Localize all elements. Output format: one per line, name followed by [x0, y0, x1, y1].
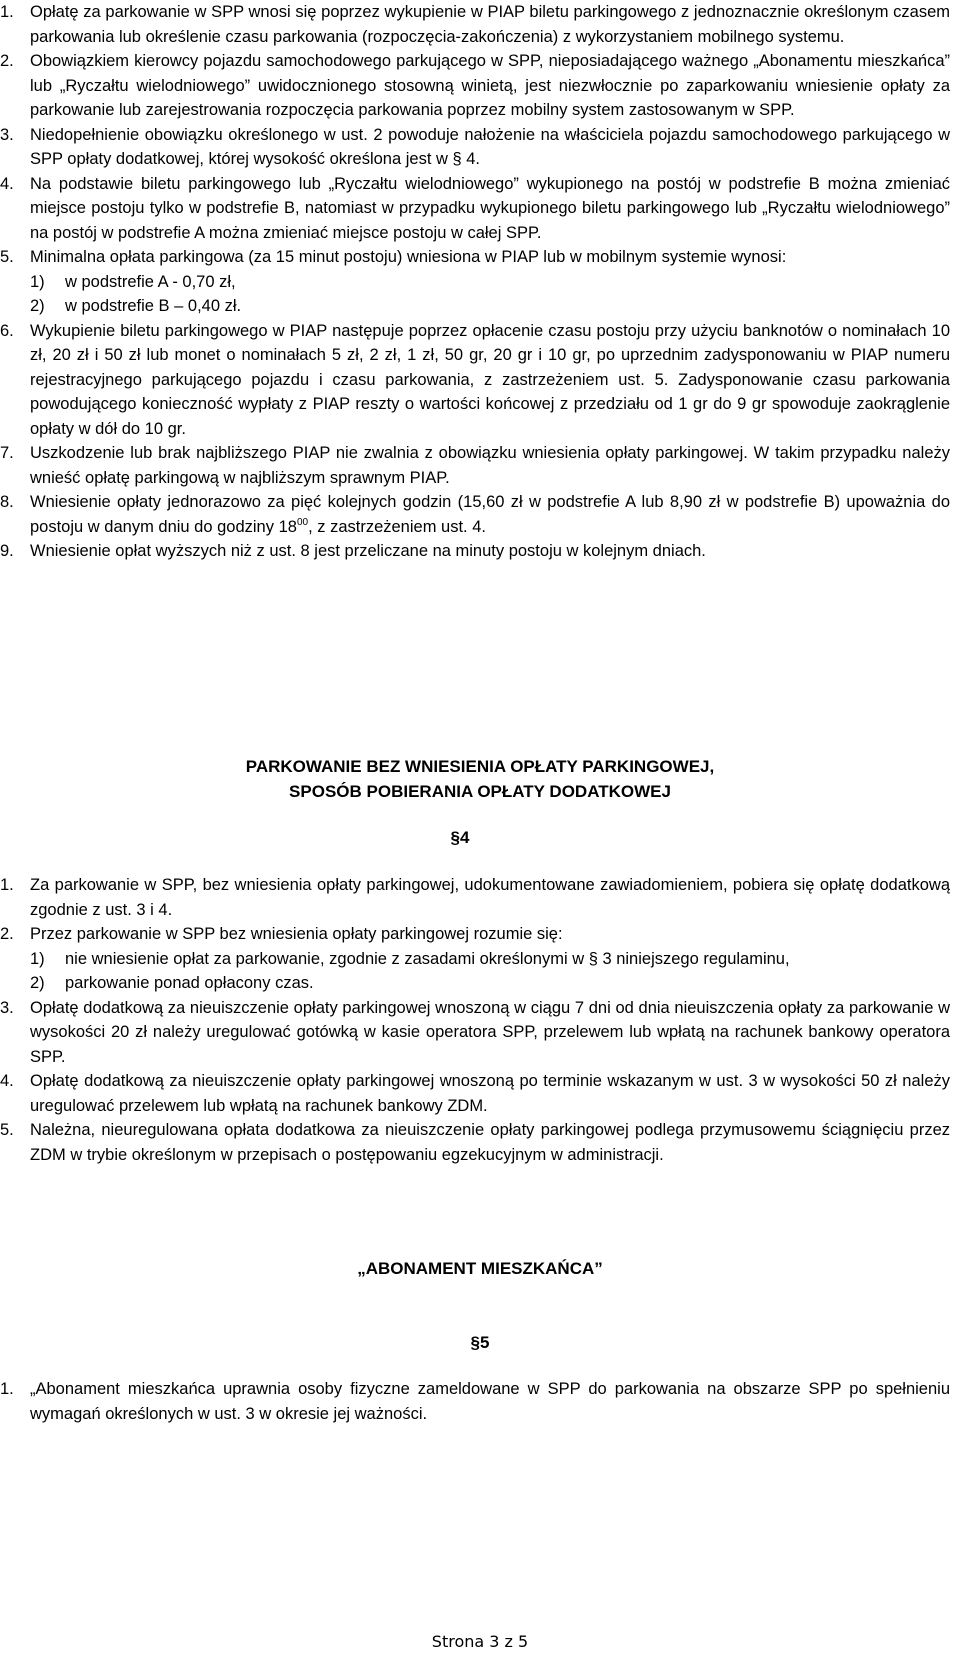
item-text: Wykupienie biletu parkingowego w PIAP następuje poprzez opłacenie czasu postoju przy użyciu banknotów o nominałach 10 zł, 20 zł i 50 zł lub monet o nominałach 5 zł, 2 zł, 1 zł, 50 gr, 20 gr i 10 gr, po uprzednim zadysponowaniu w PIAP numeru rejestracyjnego parkującego pojazdu i czasu parkowania, z zastrzeżeniem ust. 5. Zadysponowanie czasu parkowania powodującego konieczność wypłaty z PIAP reszty o wartości końcowej z przedziału od 1 gr do 9 gr spowoduje zaokrąglenie opłaty w dół do 10 gr.	[30, 321, 950, 438]
item-text: Niedopełnienie obowiązku określonego w ust. 2 powoduje nałożenie na właściciela pojazdu samochodowego parkującego w SPP opłaty dodatkowej, której wysokość określona jest w § 4.	[30, 125, 950, 168]
item-text-before: Wniesienie opłaty jednorazowo za pięć kolejnych godzin (15,60 zł w podstrefie A lub 8,90 zł w podstrefie B) upoważnia do postoju w danym dniu do godziny 18	[30, 493, 950, 536]
sub-item-number: 2)	[30, 297, 45, 315]
list-item	[0, 319, 960, 442]
list-item	[0, 245, 960, 319]
heading-line: PARKOWANIE BEZ WNIESIENIA OPŁATY PARKINGOWEJ,	[245, 757, 715, 776]
item-text-after: , z zastrzeżeniem ust. 4.	[308, 517, 486, 536]
item-text: „Abonament mieszkańca uprawnia osoby fizyczne zameldowane w SPP do parkowania na obszarze SPP po spełnieniu wymagań określonych w ust. 3 w okresie jej ważności.	[30, 1380, 950, 1423]
paragraph-number: §5	[470, 1333, 490, 1352]
list-item	[0, 172, 960, 246]
sub-item	[30, 270, 950, 295]
item-number: 2.	[0, 925, 14, 943]
section4-list	[0, 873, 960, 1167]
item-text: Opłatę dodatkową za nieuiszczenie opłaty parkingowej wnoszoną po terminie wskazanym w ust. 3 w wysokości 50 zł należy uregulować przelewem lub wpłatą na rachunek bankowy ZDM.	[30, 1072, 950, 1115]
paragraph-number: §4	[450, 828, 470, 847]
item-number: 4.	[0, 1072, 14, 1090]
item-text: Należna, nieuregulowana opłata dodatkowa za nieuiszczenie opłaty parkingowej podlega przymusowemu ściągnięciu przez ZDM w trybie określonym w przepisach o postępowaniu egzekucyjnym w administracji.	[30, 1121, 950, 1164]
section5-list	[0, 1377, 960, 1426]
sub-item-number: 1)	[30, 272, 45, 291]
item-number: 8.	[0, 493, 14, 511]
list-item	[0, 123, 960, 172]
sub-item	[30, 947, 950, 972]
sub-item-text: parkowanie ponad opłacony czas.	[65, 974, 314, 992]
item-number: 7.	[0, 444, 14, 462]
item-number: 1.	[0, 1380, 14, 1398]
item-text: Opłatę za parkowanie w SPP wnosi się poprzez wykupienie w PIAP biletu parkingowego z jednoznacznie określonym czasem parkowania lub określenie czasu parkowania (rozpoczęcia-zakończenia) z wykorzystaniem mobilnego systemu.	[30, 3, 950, 46]
sub-item-text: w podstrefie B – 0,40 zł.	[65, 297, 242, 315]
list-item	[0, 441, 960, 490]
item-number: 5.	[0, 248, 14, 266]
sub-item	[30, 294, 950, 319]
item-text: Obowiązkiem kierowcy pojazdu samochodowego parkującego w SPP, nieposiadającego ważnego „Abonamentu mieszkańca” lub „Ryczałtu wielodniowego” uwidocznionego stosowną winietą, jest niezwłocznie po zaparkowaniu wniesienie opłaty za parkowanie lub zarejestrowania rozpoczęcia parkowania poprzez mobilny system zastosowanym w SPP.	[30, 52, 950, 119]
list-item	[0, 490, 960, 539]
heading-line: „ABONAMENT MIESZKAŃCA”	[357, 1259, 603, 1278]
list-item	[0, 1377, 960, 1426]
item-text: Uszkodzenie lub brak najbliższego PIAP nie zwalnia z obowiązku wniesienia opłaty parkingowej. W takim przypadku należy wnieść opłatę parkingową w najbliższym sprawnym PIAP.	[30, 444, 950, 487]
section-heading	[0, 1257, 960, 1282]
item-number: 3.	[0, 125, 14, 144]
sub-item-text: w podstrefie A - 0,70 zł,	[65, 272, 236, 291]
list-item	[0, 1118, 960, 1167]
section-heading	[0, 755, 960, 804]
list-item	[0, 1069, 960, 1118]
list-item	[0, 0, 960, 49]
sub-item-number: 1)	[30, 949, 45, 968]
item-text: Minimalna opłata parkingowa (za 15 minut postoju) wniesiona w PIAP lub w mobilnym systemie wynosi:	[30, 248, 787, 266]
item-text: Na podstawie biletu parkingowego lub „Ryczałtu wielodniowego” wykupionego na postój w podstrefie B można zmieniać miejsce postoju tylko w podstrefie B, natomiast w przypadku wykupionego biletu parkingowego lub „Ryczałtu wielodniowego” na postój w podstrefie A można zmieniać miejsce postoju w całej SPP.	[30, 174, 950, 242]
item-number: 2.	[0, 52, 14, 70]
item-number: 3.	[0, 998, 14, 1017]
item-number: 9.	[0, 542, 14, 560]
sub-item-number: 2)	[30, 974, 45, 992]
item-number: 4.	[0, 174, 14, 193]
item-number: 1.	[0, 3, 14, 21]
item-text: Za parkowanie w SPP, bez wniesienia opłaty parkingowej, udokumentowane zawiadomieniem, pobiera się opłatę dodatkową zgodnie z ust. 3 i 4.	[30, 876, 950, 919]
item-text: Przez parkowanie w SPP bez wniesienia opłaty parkingowej rozumie się:	[30, 925, 563, 943]
sub-item	[30, 971, 950, 996]
item-number: 1.	[0, 876, 14, 894]
sub-item-text: nie wniesienie opłat za parkowanie, zgodnie z zasadami określonymi w § 3 niniejszego regulaminu,	[65, 949, 790, 968]
section3-list	[0, 0, 960, 564]
list-item	[0, 873, 960, 922]
item-number: 5.	[0, 1121, 14, 1139]
list-item	[0, 539, 960, 564]
hour-superscript: 00	[296, 516, 309, 528]
item-text: Wniesienie opłat wyższych niż z ust. 8 jest przeliczane na minuty postoju w kolejnym dniach.	[30, 542, 706, 560]
page-footer: Strona 3 z 5	[431, 1632, 529, 1651]
item-number: 6.	[0, 321, 14, 340]
list-item	[0, 922, 960, 996]
list-item	[0, 49, 960, 123]
heading-line: SPOSÓB POBIERANIA OPŁATY DODATKOWEJ	[289, 781, 671, 801]
item-text: Opłatę dodatkową za nieuiszczenie opłaty parkingowej wnoszoną w ciągu 7 dni od dnia nieuiszczenia opłaty za parkowanie w wysokości 20 zł należy uregulować gotówką w kasie operatora SPP, przelewem lub wpłatą na rachunek bankowy operatora SPP.	[30, 998, 950, 1066]
list-item	[0, 996, 960, 1070]
